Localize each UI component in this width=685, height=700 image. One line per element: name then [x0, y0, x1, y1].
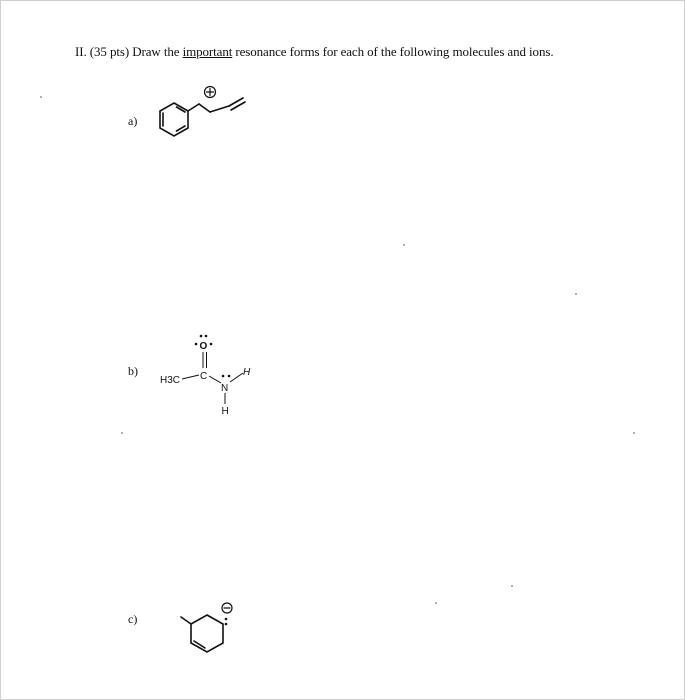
part-c-label: c)	[128, 612, 138, 626]
scan-speck	[435, 602, 437, 604]
question-text-after: resonance forms for each of the following molecules and ions.	[235, 44, 554, 59]
molecule-a-bond-ch2-cplus	[199, 104, 210, 112]
molecule-c-lone-pair-dot-2	[225, 623, 228, 626]
scan-speck	[403, 244, 405, 246]
molecule-b-bond-nitrogen-hydrogen-right	[230, 373, 243, 382]
molecule-c	[181, 603, 232, 652]
molecule-b-oxygen-lone-pair-dot-3	[195, 343, 198, 346]
scan-speck	[633, 432, 635, 434]
scan-speck	[121, 432, 123, 434]
molecule-c-ring	[191, 615, 223, 652]
molecule-b-nitrogen-lone-pair-dot-2	[228, 375, 231, 378]
molecule-a-bond-ring-ch2	[188, 104, 199, 111]
molecule-c-lone-pair-dot-1	[225, 618, 228, 621]
molecule-b-oxygen-label: O	[199, 341, 208, 352]
part-b-label: b)	[128, 364, 138, 378]
molecule-b-bond-carbon-nitrogen	[209, 376, 221, 383]
molecule-b-carbon-label: C	[200, 371, 208, 382]
scan-speck	[40, 96, 42, 98]
molecule-b-nitrogen-label: N	[221, 383, 229, 394]
molecule-b-oxygen-lone-pair-dot-1	[200, 335, 203, 338]
scan-speck	[575, 293, 577, 295]
molecule-b	[160, 335, 251, 417]
question-points: (35 pts)	[89, 44, 130, 59]
molecule-a-bond-cplus-ch	[210, 106, 229, 112]
question-emphasis: important	[182, 44, 233, 59]
scan-speck	[511, 585, 513, 587]
question-number: II.	[75, 44, 87, 59]
molecule-b-nitrogen-lone-pair-dot-1	[222, 375, 225, 378]
molecule-b-methyl-label: H3C	[160, 375, 181, 386]
molecule-b-oxygen-lone-pair-dot-2	[205, 335, 208, 338]
molecule-b-bond-methyl-carbon	[182, 375, 199, 379]
molecule-c-lone-pair	[225, 618, 228, 626]
molecule-b-hydrogen-down-label: H	[221, 406, 229, 417]
molecule-a	[160, 87, 245, 137]
molecule-a-benzene-ring	[160, 103, 188, 136]
molecule-b-hydrogen-right-label: H	[243, 367, 251, 378]
molecule-b-oxygen-lone-pair-dot-4	[210, 343, 213, 346]
molecule-c-substituent-bond	[181, 617, 191, 624]
question-text-before: Draw the	[132, 44, 180, 59]
part-a-label: a)	[128, 114, 138, 128]
